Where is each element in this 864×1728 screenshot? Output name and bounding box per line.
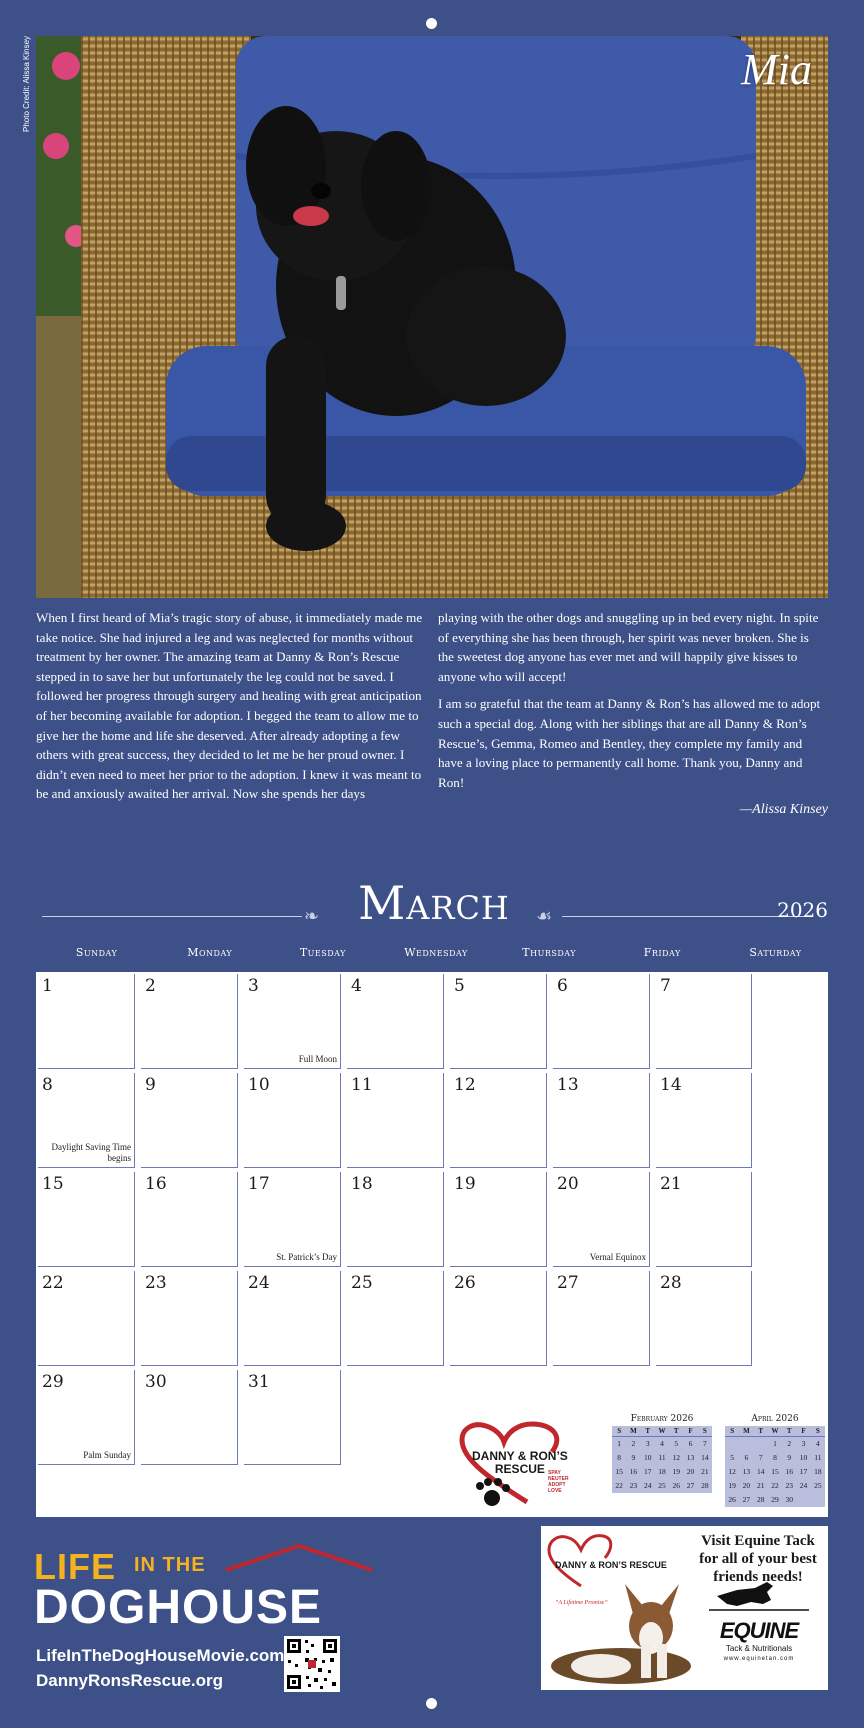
mini-day: 16 — [629, 1467, 638, 1476]
day-cell — [553, 1073, 650, 1168]
equine-brand-name: EQUINE — [719, 1618, 799, 1643]
mini-day: 14 — [701, 1453, 709, 1462]
mini-weekday: S — [698, 1426, 712, 1437]
day-number: 15 — [42, 1174, 64, 1194]
mini-day: 22 — [771, 1481, 779, 1490]
mini-day: 23 — [785, 1481, 794, 1490]
mini-calendar-title: April 2026 — [751, 1414, 799, 1424]
mini-day: 5 — [674, 1439, 679, 1449]
weekday-label: Tuesday — [299, 946, 346, 959]
rescue-tag: ADOPT — [548, 1482, 566, 1488]
mini-day: 15 — [615, 1467, 623, 1476]
ad-headline: Visit Equine Tack for all of your best friends needs! — [699, 1533, 817, 1585]
mini-day: 1 — [773, 1439, 777, 1449]
equine-tack-ad[interactable] — [541, 1526, 828, 1690]
mini-day: 19 — [728, 1481, 736, 1490]
mini-weekday: T — [669, 1426, 683, 1437]
day-number: 2 — [145, 976, 156, 996]
mini-day: 4 — [660, 1439, 664, 1449]
month-header — [36, 876, 828, 936]
mini-day — [796, 1493, 810, 1507]
mini-day: 22 — [615, 1481, 623, 1490]
mini-day: 11 — [814, 1453, 822, 1462]
mini-day: 29 — [771, 1495, 779, 1504]
day-cell — [38, 1172, 135, 1267]
day-cell — [347, 974, 444, 1069]
life-in-the-doghouse-logo — [34, 1540, 354, 1634]
logo-doghouse: DOGHOUSE — [34, 1581, 323, 1634]
day-cell — [244, 974, 341, 1069]
day-cell — [656, 1271, 752, 1366]
hanging-hole-top — [426, 18, 437, 29]
day-cell — [244, 1172, 341, 1267]
day-cell — [244, 1271, 341, 1366]
mini-day: 18 — [814, 1467, 822, 1476]
mini-calendar-april — [725, 1414, 825, 1507]
mini-day — [725, 1437, 739, 1451]
story-text — [36, 606, 828, 826]
day-number: 21 — [660, 1174, 682, 1194]
mini-day: 25 — [814, 1481, 822, 1490]
mini-day: 9 — [631, 1453, 636, 1462]
day-number: 24 — [248, 1273, 270, 1293]
mini-day: 28 — [701, 1481, 709, 1490]
day-number: 6 — [557, 976, 568, 996]
mini-day: 3 — [801, 1439, 806, 1449]
rescue-logo-tags — [548, 1470, 569, 1494]
day-cell — [656, 974, 752, 1069]
rescue-website-link[interactable]: DannyRonsRescue.org — [36, 1671, 224, 1690]
mini-calendar-february — [612, 1414, 712, 1493]
month-name: March — [358, 876, 510, 930]
day-note: Palm Sunday — [83, 1450, 131, 1460]
day-cell — [553, 974, 650, 1069]
day-note: Full Moon — [298, 1054, 337, 1064]
day-note: Daylight Saving Time begins — [51, 1142, 131, 1163]
mini-day: 21 — [701, 1467, 709, 1476]
day-number: 23 — [145, 1273, 167, 1293]
mini-weekday: M — [626, 1426, 640, 1437]
mini-day: 21 — [756, 1481, 765, 1490]
day-cell — [141, 1172, 238, 1267]
day-cell — [244, 1370, 341, 1465]
day-number: 5 — [454, 976, 465, 996]
equine-url[interactable]: www.equinetan.com — [723, 1656, 795, 1662]
mini-day: 17 — [643, 1467, 652, 1476]
mini-day: 7 — [702, 1439, 707, 1449]
mini-day: 20 — [742, 1481, 751, 1490]
mini-weekday: S — [811, 1426, 825, 1437]
mini-weekday: T — [641, 1426, 655, 1437]
flourish-left-icon: ❧ — [304, 906, 320, 927]
mini-day: 4 — [815, 1439, 820, 1449]
day-number: 9 — [145, 1075, 156, 1095]
mini-day: 20 — [686, 1467, 695, 1476]
day-cell — [38, 1073, 135, 1168]
mini-weekday: T — [754, 1426, 768, 1437]
story-paragraph: playing with the other dogs and snuggling up in bed every night. In spite of everything she has been through, her spirit was never broken. She is the sweetest dog anyone has ever met and will happily give kisses to anyone who will accept! — [438, 610, 819, 684]
logo-life: LIFE — [34, 1546, 116, 1587]
rescue-tag: NEUTER — [548, 1476, 569, 1482]
day-cell — [656, 1073, 752, 1168]
mini-day: 26 — [728, 1495, 736, 1504]
day-number: 19 — [454, 1174, 476, 1194]
day-number: 22 — [42, 1273, 64, 1293]
day-cell — [450, 1271, 547, 1366]
day-number: 3 — [248, 976, 259, 996]
movie-website-link[interactable]: LifeInTheDogHouseMovie.com — [36, 1646, 285, 1665]
day-number: 31 — [248, 1372, 270, 1392]
day-number: 26 — [454, 1273, 476, 1293]
day-note: St. Patrick’s Day — [276, 1252, 337, 1262]
day-cell — [553, 1172, 650, 1267]
day-number: 14 — [660, 1075, 682, 1095]
mini-day: 3 — [645, 1439, 650, 1449]
weekday-label: Thursday — [522, 946, 576, 959]
day-number: 8 — [42, 1075, 53, 1095]
header-rule-right — [562, 916, 812, 917]
flourish-right-icon: ☙ — [536, 906, 553, 927]
hanging-hole-bottom — [426, 1698, 437, 1709]
mini-day: 12 — [672, 1453, 681, 1462]
mini-day: 7 — [758, 1453, 763, 1462]
day-number: 20 — [557, 1174, 579, 1194]
mini-day: 27 — [742, 1495, 751, 1504]
day-cell — [141, 1370, 238, 1465]
story-paragraph: When I first heard of Mia’s tragic story of abuse, it immediately made me take notice. She had injured a leg and was neglected for months without treatment by her owner. The amazing team at Danny & Ron’s Rescue stepped in to save her but unfortunately the leg could not be saved. I followed her progress through surgery and healing with great anticipation of her becoming available for adoption. I begged the team to allow me to give her the home and life she deserved. After already adopting a few others with great success, they decided to let me be her proud owner. I didn’t even need to meet her prior to the adoption. I knew it was meant to be and anxiously awaited her arrival. Now she spends her days — [36, 610, 423, 802]
weekday-label: Monday — [187, 946, 233, 959]
day-number: 13 — [557, 1075, 579, 1095]
ad-rescue-logo-name: DANNY & RON’S RESCUE — [555, 1560, 667, 1570]
day-cell — [141, 1271, 238, 1366]
story-signature: —Alissa Kinsey — [739, 802, 828, 818]
mini-day: 14 — [756, 1467, 765, 1476]
story-column-right — [438, 608, 828, 820]
day-cell — [38, 1271, 135, 1366]
rescue-logo — [452, 1420, 602, 1510]
day-cell — [347, 1073, 444, 1168]
day-number: 25 — [351, 1273, 373, 1293]
dog-name-title: Mia — [741, 45, 812, 94]
mini-day: 13 — [686, 1453, 695, 1462]
day-number: 10 — [248, 1075, 270, 1095]
rescue-tag: LOVE — [548, 1488, 562, 1494]
day-number: 16 — [145, 1174, 167, 1194]
weekday-header — [36, 946, 828, 970]
mini-calendar-table — [725, 1426, 825, 1507]
mini-day: 2 — [787, 1439, 792, 1449]
mini-weekday: F — [796, 1426, 810, 1437]
mini-weekday: W — [655, 1426, 669, 1437]
mini-weekday: S — [725, 1426, 739, 1437]
weekday-label: Sunday — [75, 946, 118, 959]
mini-day — [811, 1493, 825, 1507]
rescue-tag: SPAY — [548, 1470, 561, 1476]
mini-day: 11 — [658, 1453, 666, 1462]
mini-day: 13 — [742, 1467, 751, 1476]
mini-day: 24 — [643, 1481, 652, 1490]
header-rule-left — [42, 916, 302, 917]
mini-day: 24 — [799, 1481, 808, 1490]
mini-day: 16 — [785, 1467, 794, 1476]
day-number: 1 — [42, 976, 53, 996]
day-cell — [656, 1172, 752, 1267]
mini-day: 26 — [672, 1481, 681, 1490]
day-cell — [141, 974, 238, 1069]
ad-rescue-promise: “A Lifetime Promise” — [555, 1600, 608, 1606]
day-number: 7 — [660, 976, 671, 996]
mini-day: 19 — [672, 1467, 681, 1476]
day-number: 30 — [145, 1372, 167, 1392]
mini-day: 12 — [728, 1467, 736, 1476]
mini-day: 25 — [658, 1481, 666, 1490]
day-cell — [450, 1073, 547, 1168]
mini-day: 9 — [787, 1453, 792, 1462]
day-cell — [347, 1271, 444, 1366]
day-cell — [553, 1271, 650, 1366]
mini-weekday: M — [739, 1426, 753, 1437]
weekday-label: Saturday — [749, 946, 802, 959]
story-column-left — [36, 608, 424, 812]
mini-day: 2 — [631, 1439, 636, 1449]
mini-day: 28 — [756, 1495, 765, 1504]
day-number: 29 — [42, 1372, 64, 1392]
day-cell — [450, 974, 547, 1069]
month-year: 2026 — [777, 898, 828, 922]
mini-day: 5 — [730, 1453, 735, 1462]
dog-photo — [36, 36, 828, 598]
mini-day: 1 — [617, 1439, 622, 1449]
day-number: 11 — [351, 1075, 373, 1095]
day-note: Vernal Equinox — [589, 1252, 646, 1262]
mini-day: 8 — [617, 1453, 622, 1462]
mini-calendar-title: February 2026 — [630, 1414, 694, 1424]
mini-weekday: S — [612, 1426, 626, 1437]
mini-day: 23 — [629, 1481, 638, 1490]
mini-day: 6 — [688, 1439, 693, 1449]
mini-day — [739, 1437, 753, 1451]
day-number: 17 — [248, 1174, 270, 1194]
day-number: 18 — [351, 1174, 373, 1194]
mini-day: 17 — [799, 1467, 808, 1476]
logo-in-the: IN THE — [134, 1554, 206, 1576]
mini-day: 30 — [785, 1495, 794, 1504]
qr-code[interactable] — [284, 1636, 340, 1692]
day-number: 12 — [454, 1075, 476, 1095]
weekday-label: Wednesday — [404, 946, 468, 959]
day-cell — [347, 1172, 444, 1267]
mini-day: 10 — [799, 1453, 808, 1462]
day-cell — [244, 1073, 341, 1168]
mini-day: 18 — [658, 1467, 666, 1476]
rescue-logo-line2: RESCUE — [494, 1462, 545, 1476]
rescue-logo-line1: DANNY & RON’S — [472, 1449, 568, 1463]
mini-day: 10 — [643, 1453, 652, 1462]
mini-day: 8 — [773, 1453, 777, 1462]
photo-credit: Photo Credit: Alissa Kinsey — [22, 36, 31, 133]
equine-brand-subtitle: Tack & Nutritionals — [725, 1644, 793, 1653]
mini-weekday: T — [782, 1426, 796, 1437]
weekday-label: Friday — [643, 946, 681, 959]
mini-weekday: W — [768, 1426, 782, 1437]
mini-day: 27 — [686, 1481, 695, 1490]
mini-day: 6 — [744, 1453, 749, 1462]
day-cell — [450, 1172, 547, 1267]
day-cell — [38, 1370, 135, 1465]
mini-day: 15 — [771, 1467, 779, 1476]
day-cell — [38, 974, 135, 1069]
day-number: 28 — [660, 1273, 682, 1293]
mini-weekday: F — [683, 1426, 697, 1437]
day-number: 4 — [351, 976, 362, 996]
mini-calendar-table — [612, 1426, 712, 1493]
day-number: 27 — [557, 1273, 579, 1293]
mini-day — [754, 1437, 768, 1451]
day-cell — [141, 1073, 238, 1168]
story-paragraph: I am so grateful that the team at Danny & Ron’s has allowed me to adopt such a special dog. Along with her siblings that are all Danny & Ron’s Rescue’s, Gemma, Romeo and Bentley, they complete my family and have a loving place to permanently call home. Thank you, Danny and Ron! — [438, 696, 821, 790]
